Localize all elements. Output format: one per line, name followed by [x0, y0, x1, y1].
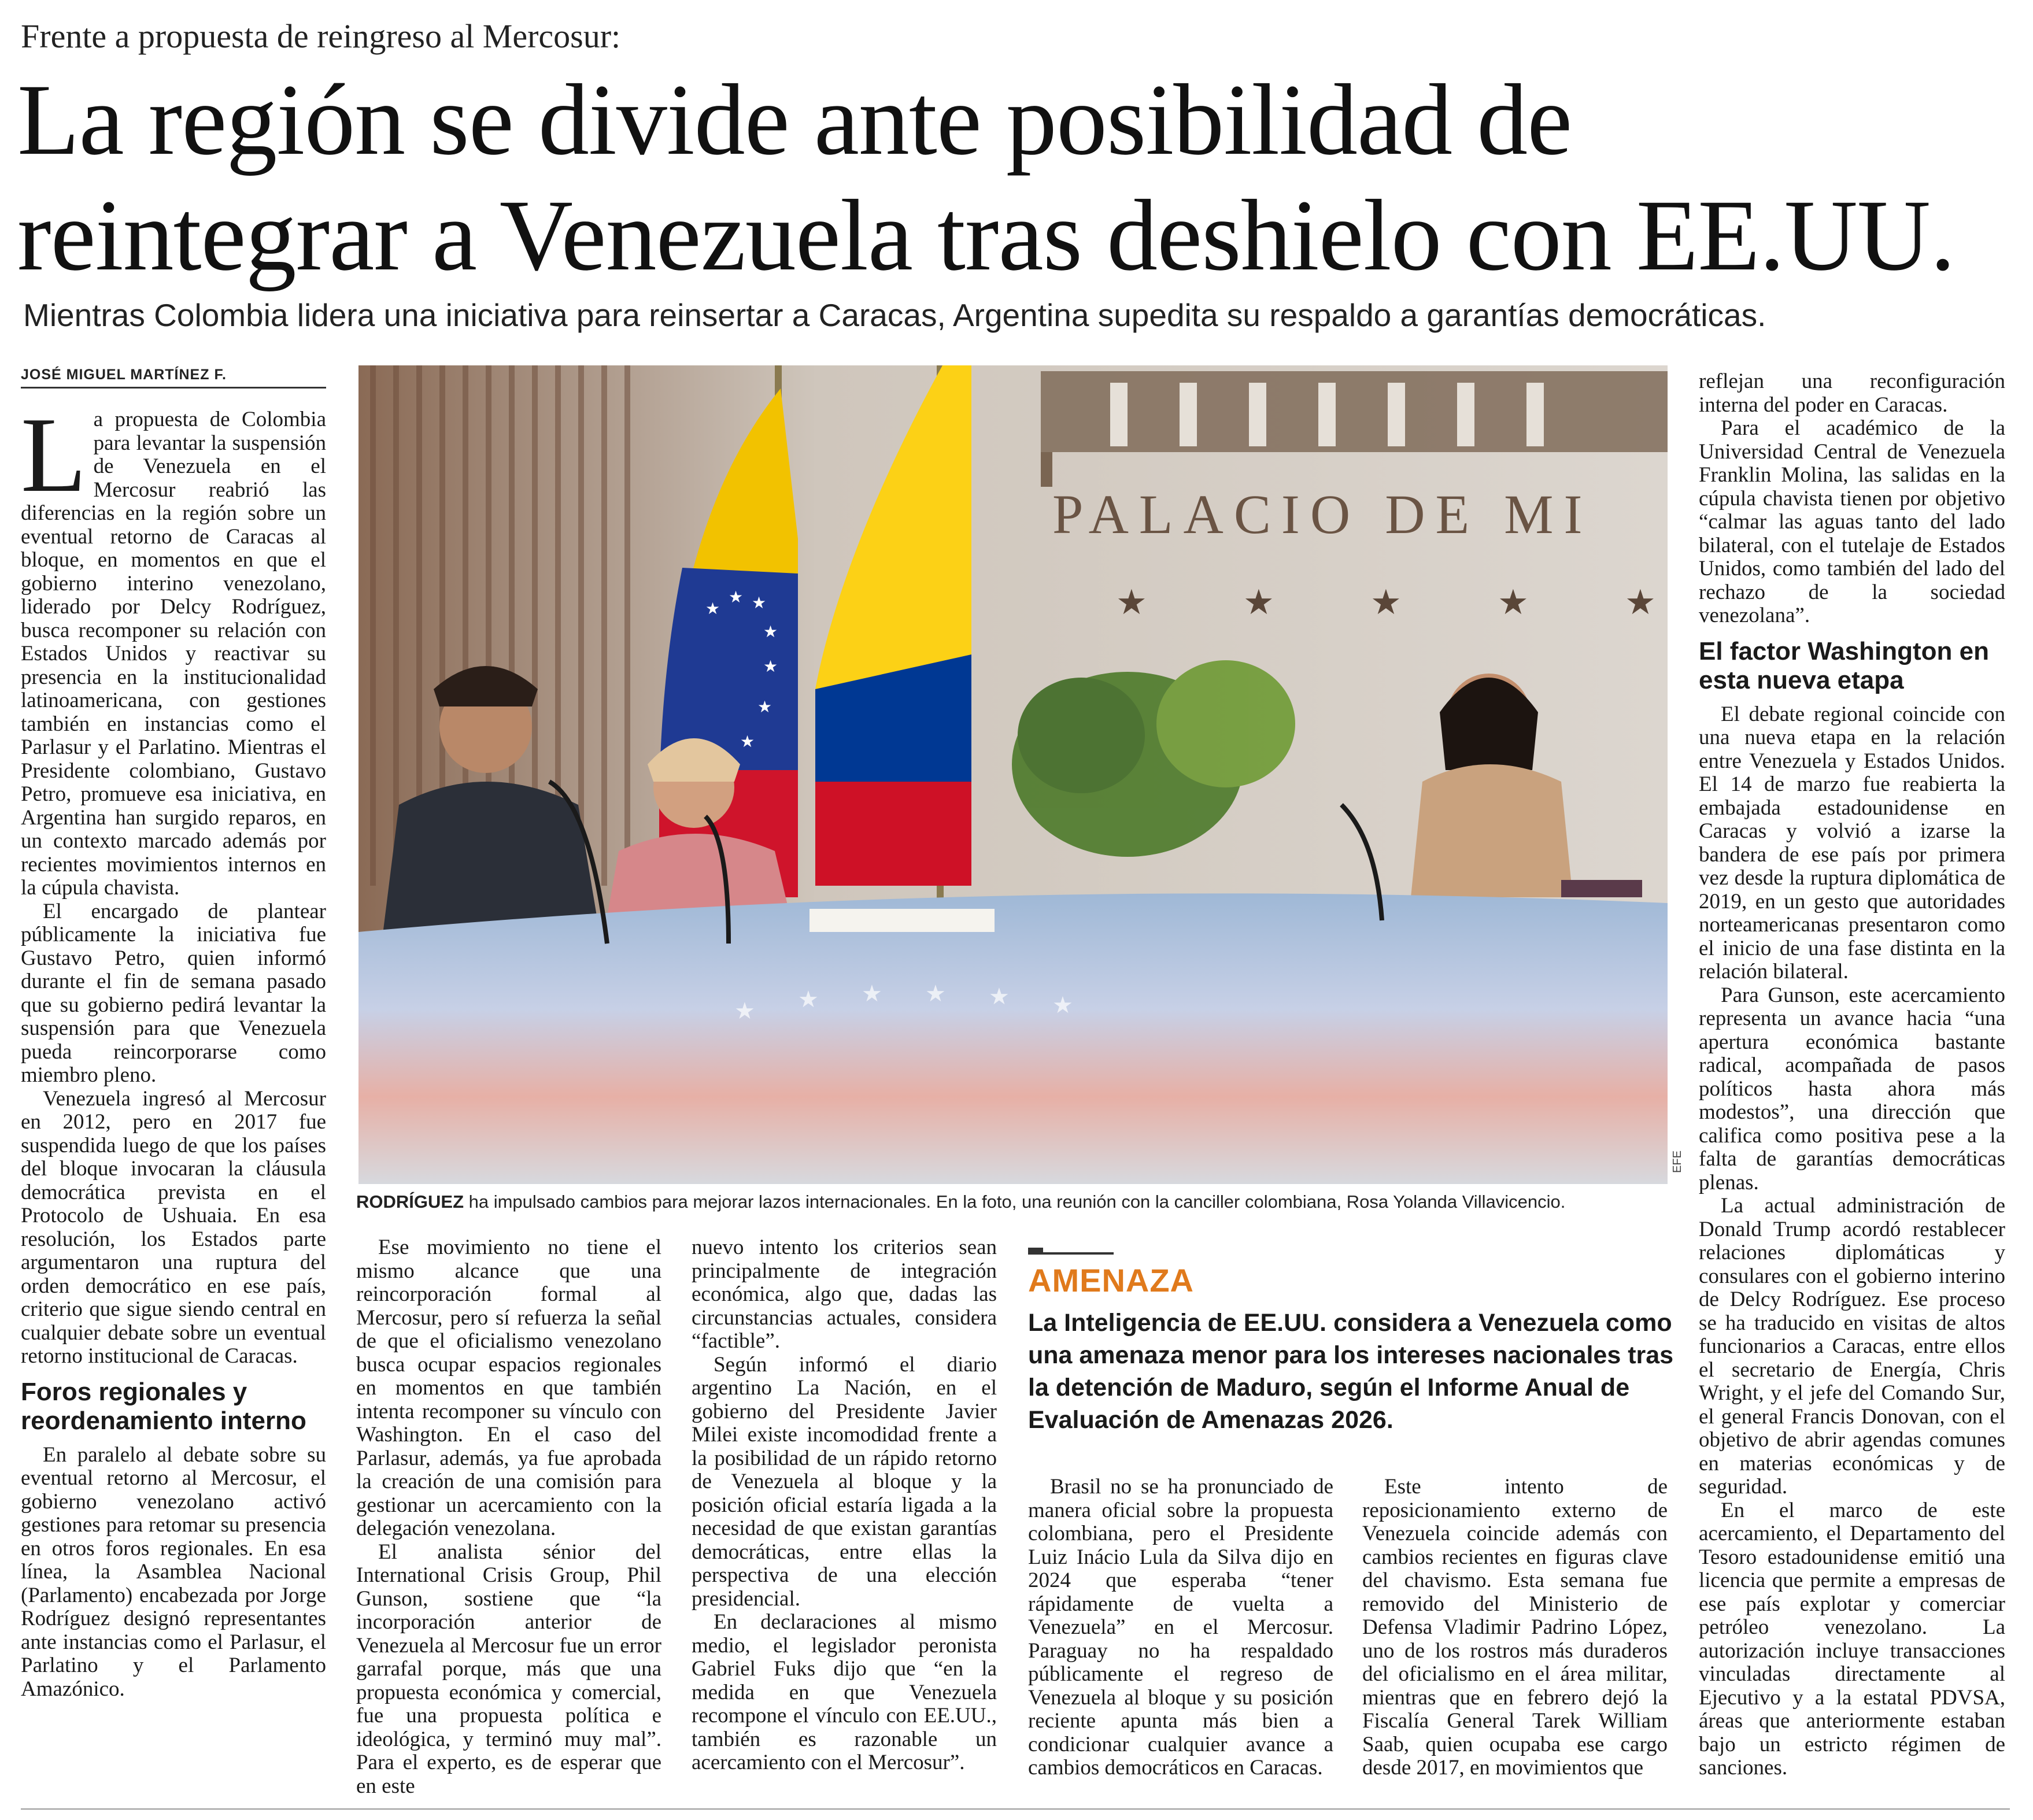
svg-text:★: ★	[1243, 582, 1274, 623]
svg-text:★: ★	[925, 981, 946, 1007]
paragraph-text: a propuesta de Colombia para levantar la suspensión de Venezuela en el Mercosur reabrió las diferencias en la región sobre un eventual retorno de Caracas al bloque, en momentos en que el gobierno interino venezolano, liderado por Delcy Rodríguez, busca recomponer su relación con Estados Unidos y reactivar su presencia en la institucionalidad latinoamericana, con gestiones también en instancias como el Parlasur y el Parlatino. Mientras el Presidente colombiano, Gustavo Petro, promueve esa iniciativa, en Argentina han surgido reparos, en un contexto marcado además por recientes movimientos internos en la cúpula chavista.	[21, 408, 326, 900]
paragraph: Este intento de reposicionamiento externo de Venezuela coincide además con cambios recientes en figuras clave del chavismo. Esta semana fue removido del Ministerio de Defensa Vladimir Padrino López, uno de los rostros más duraderos del oficialismo en el área militar, mientras que en febrero dejó la Fiscalía General Tarek William Saab, quien ocupaba ese cargo desde 2017, en movimientos que	[1362, 1475, 1668, 1780]
paragraph: En el marco de este acercamiento, el Departamento del Tesoro estadounidense emitió una licencia que permite a empresas de ese país explotar y comerciar petróleo venezolano. La autorización incluye transacciones vinculadas directamente al Ejecutivo y a la estatal PDVSA, áreas que anteriormente estaban bajo un estricto régimen de sanciones.	[1699, 1498, 2005, 1780]
svg-text:★: ★	[1370, 582, 1402, 623]
paragraph: Ese movimiento no tiene el mismo alcance que una reincorporación formal al Mercosur, pero sí refuerza la señal de que el oficialismo venezolano busca ocupar espacios regionales en momentos en que también intenta recomponer su vínculo con Washington. En el caso del Parlasur, además, ya fue aprobada la creación de una comisión para gestionar un acercamiento con la delegación venezolana.	[356, 1235, 661, 1540]
paragraph: En paralelo al debate sobre su eventual retorno al Mercosur, el gobierno venezolano activó gestiones para retomar su presencia en otros foros regionales. En esa línea, la Asamblea Nacional (Parlamento) encabezada por Jorge Rodríguez designó representantes ante instancias como el Parlasur, el Parlatino y el Parlamento Amazónico.	[21, 1442, 326, 1701]
photo-caption	[356, 1191, 1669, 1213]
paragraph: El debate regional coincide con una nueva etapa en la relación entre Venezuela y Estados Unidos. El 14 de marzo fue reabierta la embajada estadounidense en Caracas y volvió a izarse la bandera de ese país por primera vez desde la ruptura diplomática de 2019, en un gesto que autoridades norteamericanas presentaron como el inicio de una fase distinta en la relación bilateral.	[1699, 702, 2005, 983]
paragraph: reflejan una reconfiguración interna del poder en Caracas.	[1699, 369, 2005, 417]
paragraph: Venezuela ingresó al Mercosur en 2012, pero en 2017 fue suspendida luego de que los países del bloque invocaran la cláusula democrática prevista en el Protocolo de Ushuaia. En esa resolución, los Estados parte argumentaron una ruptura del orden democrático en ese país, criterio que sigue siendo central en cualquier debate sobre un eventual retorno institucional de Caracas.	[21, 1086, 326, 1368]
svg-text:★: ★	[729, 587, 744, 606]
paragraph: El analista sénior del International Crisis Group, Phil Gunson, sostiene que “la incorporación anterior de Venezuela al Mercosur fue un error garrafal porque, más que una propuesta económica y comercial, fue una propuesta política e ideológica, y terminó muy mal”. Para el experto, es de esperar que en este	[356, 1540, 661, 1798]
svg-text:★: ★	[763, 657, 778, 676]
headline-line-2: reintegrar a Venezuela tras deshielo con EE.UU.	[17, 179, 1955, 292]
palace-sign-text: PALACIO DE MI	[1052, 483, 1593, 545]
svg-text:★: ★	[1116, 582, 1147, 623]
svg-text:★: ★	[734, 998, 755, 1024]
svg-text:★: ★	[1625, 582, 1656, 623]
svg-text:★: ★	[798, 986, 819, 1013]
byline-box	[21, 367, 326, 389]
caption-text: ha impulsado cambios para mejorar lazos internacionales. En la foto, una reunión con la canciller colombiana, Rosa Yolanda Villavicencio.	[464, 1192, 1566, 1212]
deck: Mientras Colombia lidera una iniciativa para reinsertar a Caracas, Argentina supedita su respaldo a garantías democráticas.	[23, 297, 1766, 333]
paragraph: Para Gunson, este acercamiento representa un avance hacia “una apertura económica bastante radical, acompañada de pasos políticos hasta ahora más modestos”, una dirección que califica como positiva pese a la falta de garantías democráticas plenas.	[1699, 983, 2005, 1194]
paragraph: nuevo intento los criterios sean principalmente de integración económica, algo que, dadas las circunstancias actuales, considera “factible”.	[692, 1235, 997, 1353]
callout-label: AMENAZA	[1028, 1262, 1194, 1299]
subhead: Foros regionales y reordenamiento interno	[21, 1377, 306, 1435]
paragraph: En declaraciones al mismo medio, el legislador peronista Gabriel Fuks dijo que “en la medida en que Venezuela recompone el vínculo con EE.UU., también es razonable un acercamiento con el Mercosur”.	[692, 1610, 997, 1774]
paragraph: La actual administración de Donald Trump acordó restablecer relaciones diplomáticas y consulares con el gobierno interino de Delcy Rodríguez. Ese proceso se ha traducido en visitas de altos funcionarios a Caracas, entre ellos el secretario de Energía, Chris Wright, y el jefe del Comando Sur, el general Francis Donovan, con el objetivo de abrir agendas comunes en materias económicas y de seguridad.	[1699, 1194, 2005, 1499]
column-5	[1362, 1475, 1668, 1780]
paragraph: Brasil no se ha pronunciado de manera oficial sobre la propuesta colombiana, pero el Presidente Luiz Inácio Lula da Silva dijo en 2024 que esperaba “tener rápidamente de vuelta a Venezuela” en el Mercosur. Paraguay no ha respaldado públicamente el regreso de Venezuela al bloque y su posición reciente apunta más bien a condicionar cualquier avance a cambios democráticos en Caracas.	[1028, 1475, 1333, 1780]
paragraph: Según informó el diario argentino La Nación, en el gobierno del Presidente Javier Milei existe incomodidad frente a la posibilidad de un rápido retorno de Venezuela al bloque y la posición oficial estaría ligada a la necesidad de que existan garantías democráticas, entre ellas la perspectiva de una elección presidencial.	[692, 1352, 997, 1611]
article-photo	[358, 365, 1668, 1184]
column-1	[21, 395, 326, 1701]
column-4	[1028, 1475, 1333, 1780]
drop-cap: L	[21, 395, 87, 515]
callout-text: La Inteligencia de EE.UU. considera a Venezuela como una amenaza menor para los intereses nacionales tras la detención de Maduro, según el Informe Anual de Evaluación de Amenazas 2026.	[1028, 1309, 1674, 1434]
paragraph	[21, 395, 326, 900]
svg-text:★: ★	[989, 983, 1010, 1010]
kicker: Frente a propuesta de reingreso al Mercosur:	[21, 17, 621, 55]
bottom-rule	[21, 1808, 2010, 1810]
paragraph: El encargado de plantear públicamente la iniciativa fue Gustavo Petro, quien informó durante el fin de semana pasado que su gobierno pedirá levantar la suspensión para que Venezuela pueda reincorporarse como miembro pleno.	[21, 899, 326, 1087]
photo-credit: EFE	[1671, 1151, 1684, 1173]
svg-text:★: ★	[1498, 582, 1529, 623]
column-3	[692, 1236, 997, 1775]
svg-text:★: ★	[705, 599, 720, 618]
svg-text:★: ★	[757, 697, 772, 716]
headline	[17, 62, 2024, 294]
svg-text:★: ★	[752, 593, 767, 612]
svg-text:★: ★	[740, 732, 755, 751]
svg-text:★: ★	[1052, 992, 1073, 1019]
column-6	[1699, 370, 2005, 1780]
byline: JOSÉ MIGUEL MARTÍNEZ F.	[21, 367, 227, 383]
svg-text:★: ★	[862, 981, 882, 1007]
callout-rule	[1028, 1252, 1114, 1255]
subhead: El factor Washington en esta nueva etapa	[1699, 637, 1989, 694]
column-2	[356, 1236, 661, 1798]
caption-lead: RODRÍGUEZ	[356, 1192, 464, 1212]
svg-text:★: ★	[763, 622, 778, 641]
paragraph: Para el académico de la Universidad Central de Venezuela Franklin Molina, las salidas en la cúpula chavista tienen por objetivo “calmar las aguas tanto del lado bilateral, con el tutelaje de Estados Unidos, como también del lado del rechazo de la sociedad venezolana”.	[1699, 416, 2005, 627]
photo-illustration	[358, 365, 1668, 1184]
headline-line-1: La región se divide ante posibilidad de	[17, 64, 1572, 176]
